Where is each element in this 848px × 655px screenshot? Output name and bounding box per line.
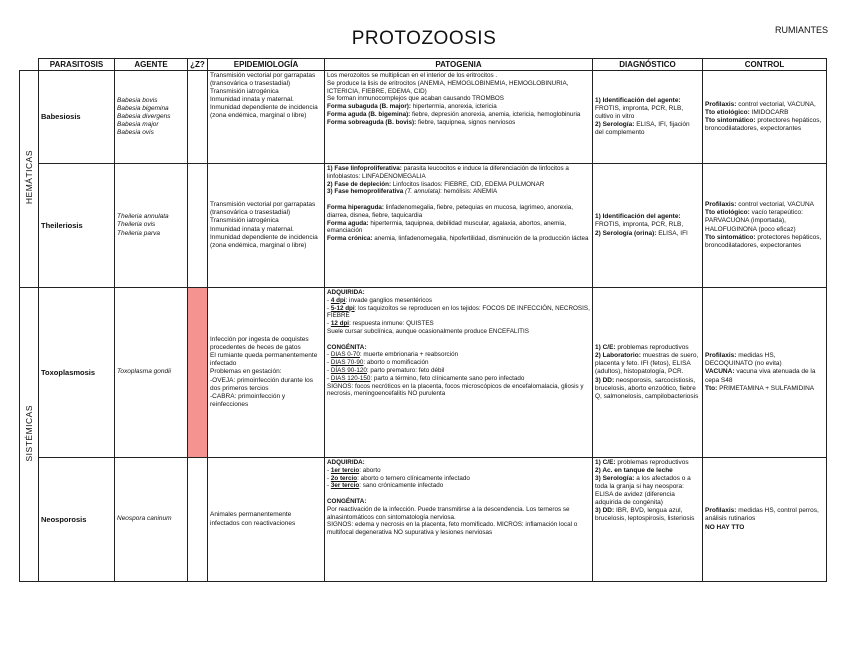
epidemiologia-cell: Transmisión vectorial por garrapatas (transovárica o trasestadial) Transmisión iatrogénica Inmunidad innata y maternal. Inmunidad dependiente de incidencia (zona endémica, marginal o libre)	[208, 164, 325, 288]
epidemiologia-cell: Transmisión vectorial por garrapatas (transovárica o trasestadial) Transmisión iatrogénica Inmunidad innata y maternal. Inmunidad dependiente de incidencia (zona endémica, marginal o libre)	[208, 71, 325, 164]
zoonosis-cell	[188, 164, 208, 288]
header-epidemiologia: EPIDEMIOLOGÍA	[208, 59, 325, 71]
parasitosis-name: Toxoplasmosis	[39, 288, 115, 458]
agent-cell: Neospora caninum	[115, 458, 188, 582]
header-patogenia: PATOGENIA	[325, 59, 593, 71]
epidemiologia-cell: Animales permanentemente infectados con reactivaciones	[208, 458, 325, 582]
table-row-babesiosis	[20, 71, 827, 164]
parasitosis-name: Theileriosis	[39, 164, 115, 288]
agent-cell: Babesia bovis Babesia bigemina Babesia divergens Babesia major Babesia ovis	[115, 71, 188, 164]
agent-cell: Theileria annulata Theileria ovis Theileria parva	[115, 164, 188, 288]
group-hematicas: HEMÁTICAS	[20, 71, 39, 288]
diagnostico-cell: 1) C/E: problemas reproductivos 2) Ac. en tanque de leche 3) Serología: a los afectados o a toda la granja si hay neospora: ELISA de avidez (diferencia adquirida de congénita) 3) DD: IBR, BVD, lengua azul, brucelosis, leptospirosis, listeriosis	[593, 458, 703, 582]
header-zoonosis: ¿Z?	[188, 59, 208, 71]
group-sistemicas: SISTÉMICAS	[20, 288, 39, 582]
zoonosis-cell	[188, 458, 208, 582]
diagnostico-cell: 1) C/E: problemas reproductivos 2) Laboratorio: muestras de suero, placenta y feto. IFI (fetos), ELISA (adultos), histopatología, PCR. 3) DD: neosporosis, sarcocistiosis, brucelosis, aborto enzoótico, fiebre Q, salmonelosis, campilobacteriosis	[593, 288, 703, 458]
header-row	[20, 59, 827, 71]
agent-cell: Toxoplasma gondii	[115, 288, 188, 458]
species-label: RUMIANTES	[774, 25, 828, 35]
diagnostico-cell: 1) Identificación del agente: FROTIS, impronta, PCR, RLB, 2) Serología (orina): ELISA, IFI	[593, 164, 703, 288]
epidemiologia-cell: Infección por ingesta de ooquistes procedentes de heces de gatos El rumiante queda permanentemente infectado Problemas en gestación: -OVEJA: primoinfección durante los dos primeros tercios -CABRA: primoinfección y reinfecciones	[208, 288, 325, 458]
header-agente: AGENTE	[115, 59, 188, 71]
control-cell: Profilaxis: medidas HS, DECOQUINATO (no evita) VACUNA: vacuna viva atenuada de la cepa S48 Tto: PRIMETAMINA + SULFAMIDINA	[703, 288, 827, 458]
parasitosis-name: Neosporosis	[39, 458, 115, 582]
patogenia-cell: ADQUIRIDA: - 4 dpi: invade ganglios mesentéricos - 5-12 dpi: los taquizoítos se reproducen en los tejidos: FOCOS DE INFECCIÓN, NECROSIS, FIEBRE - 12 dpi: respuesta inmune: QUISTES Suele cursar subclínica, aunque ocasionalmente produce ENCEFALITIS CONGÉNITA: - DIAS 0-70: muerte embrionaria + reabsorción - DIAS 70-90: aborto o momificación - DÍAS 90-120: parto prematuro: feto débil - DIAS 120-150: parto a término, feto clínicamente sano pero infectado SIGNOS: focos necróticos en la placenta, focos microscópicos de encefalomalacia, gliosis y necrosis, meningoencefalitis NO purulenta	[325, 288, 593, 458]
control-cell: Profilaxis: control vectorial, VACUNA Tto etiológico: vacío terapeútico: PARVACUONA (importada), HALOFUGINONA (poco eficaz) Tto sintomático: protectores hepáticos, broncodilatadores, expectorantes	[703, 164, 827, 288]
control-cell: Profilaxis: control vectorial, VACUNA, Tto etiológico: IMIDOCARB Tto sintomático: protectores hepáticos, broncodilatadores, expectorantes	[703, 71, 827, 164]
patogenia-cell: 1) Fase linfoproliferativa: parasita leucocitos e induce la diferenciación de linfocitos a linfoblastos: LINFADENOMEGALIA 2) Fase de depleción: Linfocitos lisados: FIEBRE, CID, EDEMA PULMONAR 3) Fase hemoproliferativa (T. annulata): hemólisis: ANEMIA Forma hiperaguda: linfadenomegalia, fiebre, petequias en mucosa, lagrimeo, anorexia, diarrea, disnea, fiebre, taquicardia Forma aguda: hipertermia, taquipnea, debilidad muscular, agalaxia, abortos, anemia, emanciación Forma crónica: anemia, linfadenomegalia, hipofertilidad, disminución de la producción láctea	[325, 164, 593, 288]
table-row-toxoplasmosis	[20, 288, 827, 458]
control-cell: Profilaxis: medidas HS, control perros, análisis rutinarios NO HAY TTO	[703, 458, 827, 582]
header-diagnostico: DIAGNÓSTICO	[593, 59, 703, 71]
patogenia-cell: ADQUIRIDA: - 1er tercio: aborto - 2o tercio: aborto o ternero clínicamente infectado - 3er tercio: sano crónicamente infectado CONGÉNITA: Por reactivación de la infección. Puede transmitirse a la descendencia. Los terneros se alnasintomáticos con sintomatología nerviosa. SIGNOS: edema y necrosis en la placenta, feto momificado. MICROS: inflamación local o multifocal degenerativa NO supurativa y lesiones nerviosas	[325, 458, 593, 582]
header-control: CONTROL	[703, 59, 827, 71]
zoonosis-cell	[188, 288, 208, 458]
page-title: PROTOZOOSIS	[351, 28, 497, 49]
header-parasitosis: PARASITOSIS	[39, 59, 115, 71]
patogenia-cell: Los merozoitos se multiplican en el interior de los eritrocitos . Se produce la lisis de eritrocitos (ANEMIA, HEMOGLOBINEMIA, HEMOGLOBINURIA, ICTERICIA, FIEBRE, EDEMA, CID) Se forman inmunocomplejos que acaban causando TROMBOS Forma subaguda (B. major): hipertermia, anorexia, ictericia Forma aguda (B. bigemina): fiebre, depresión anorexia, anemia, ictericia, hemoglobinuria Forma sobreaguda (B. bovis): fiebre, taquipnea, signos nerviosos	[325, 71, 593, 164]
table-row-theileriosis	[20, 164, 827, 288]
table-row-neosporosis	[20, 458, 827, 582]
zoonosis-cell	[188, 71, 208, 164]
diagnostico-cell: 1) Identificación del agente: FROTIS, impronta, PCR, RLB, cultivo in vitro 2) Serología: ELISA, IFI, fijación del complemento	[593, 71, 703, 164]
protozoosis-table	[19, 58, 827, 582]
parasitosis-name: Babesiosis	[39, 71, 115, 164]
